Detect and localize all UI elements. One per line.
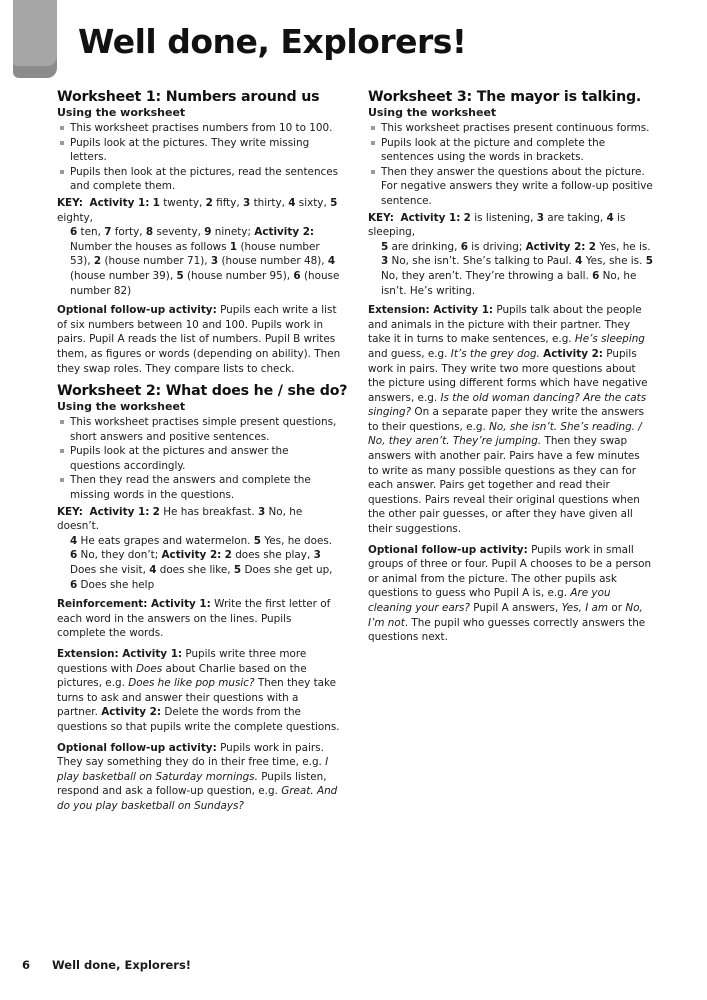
- worksheet-1-key: KEY: Activity 1: 1 twenty, 2 fifty, 3 thirty, 4 sixty, 5 eighty, 6 ten, 7 forty, 8 seventy, 9 ninety; Activity 2: Number the houses as follows 1 (house number 53), 2 (house number 71), 3 (house number 48), 4 (house number 39), 5 (house number 95), 6 (house number 82): [57, 196, 340, 297]
- list-item: Pupils then look at the pictures, read the sentences and complete them.: [57, 165, 342, 194]
- worksheet-2-section: [57, 382, 348, 813]
- worksheet-2-bullets: [57, 415, 342, 503]
- right-column: [368, 88, 653, 651]
- list-item: Pupils look at the pictures and answer the questions accordingly.: [57, 444, 342, 473]
- list-item: This worksheet practises simple present questions, short answers and positive sentences.: [57, 415, 342, 444]
- worksheet-3-optional: Optional follow-up activity: Pupils work in small groups of three or four. Pupil A chooses to be a person or animal from the picture. The other pupils ask questions to guess who Pupil A is, e.g. Are you cleaning your ears? Pupil A answers, Yes, I am or No, I’m not. The pupil who guesses correctly answers the questions next.: [368, 543, 652, 644]
- list-item: Then they read the answers and complete the missing words in the questions.: [57, 473, 342, 502]
- worksheet-3-bullets: [368, 121, 653, 209]
- list-item: Then they answer the questions about the picture. For negative answers they write a follow-up positive sentence.: [368, 165, 653, 209]
- worksheet-3-section: [368, 88, 653, 645]
- list-item: This worksheet practises numbers from 10 to 100.: [57, 121, 342, 136]
- page-footer: [22, 958, 191, 972]
- worksheet-3-heading: Worksheet 3: The mayor is talking.: [368, 89, 642, 105]
- worksheet-2-key: KEY: Activity 1: 2 He has breakfast. 3 No, he doesn’t. 4 He eats grapes and watermelon. 5 Yes, he does. 6 No, they don’t; Activity 2: 2 does she play, 3 Does she visit, 4 does she like, 5 Does she get up, 6 Does she help: [57, 505, 333, 591]
- worksheet-1-section: [57, 88, 342, 376]
- worksheet-1-bullets: [57, 121, 342, 194]
- worksheet-1-optional: Optional follow-up activity: Pupils each write a list of six numbers between 10 and 100. Pupils work in pairs. Pupil A reads the list of numbers. Pupil B writes them, as figures or words (depending on ability). Then they swap roles. They compare lists to check.: [57, 304, 341, 375]
- using-worksheet-label: Using the worksheet: [368, 106, 497, 119]
- page-title: Well done, Explorers!: [78, 22, 467, 61]
- list-item: Pupils look at the pictures. They write missing letters.: [57, 136, 342, 165]
- worksheet-3-extension: Extension: Activity 1: Pupils talk about the people and animals in the picture with their partner. They take it in turns to make sentences, e.g. He’s sleeping and guess, e.g. It’s the grey dog. Activity 2: Pupils work in pairs. They write two more questions about the picture using different forms which have negative answers, e.g. Is the old woman dancing? Are the cats singing? On a separate paper they write the answers to their questions, e.g. No, she isn’t. She’s reading. / No, they aren’t. They’re jumping. Then they swap answers with another pair. Pairs have a few minutes to write as many possible questions as they can for each answer. Pairs get together and read their questions. Pairs reveal their original questions when the other pair guesses, or after they have given all their suggestions.: [368, 304, 648, 536]
- list-item: This worksheet practises present continuous forms.: [368, 121, 653, 136]
- using-worksheet-label: Using the worksheet: [57, 400, 186, 414]
- worksheet-2-optional: Optional follow-up activity: Pupils work in pairs. They say something they do in their free time, e.g. I play basketball on Saturday mornings. Pupils listen, respond and ask a follow-up question, e.g. Great. And do you play basketball on Sundays?: [57, 741, 338, 812]
- worksheet-1-heading: Worksheet 1: Numbers around us: [57, 89, 320, 105]
- worksheet-3-key: KEY: Activity 1: 2 is listening, 3 are taking, 4 is sleeping, 5 are drinking, 6 is driving; Activity 2: 2 Yes, he is. 3 No, she isn’t. She’s talking to Paul. 4 Yes, she is. 5 No, they aren’t. They’re throwing a ball. 6 No, he isn’t. He’s writing.: [368, 211, 653, 297]
- left-column: [57, 88, 348, 820]
- worksheet-2-heading: Worksheet 2: What does he / she do?: [57, 383, 348, 400]
- page-number: 6: [22, 958, 31, 972]
- page-corner-tab: [13, 0, 57, 78]
- using-worksheet-label: Using the worksheet: [57, 106, 186, 119]
- worksheet-2-extension: Extension: Activity 1: Pupils write three more questions with Does about Charlie based on the pictures, e.g. Does he like pop music? Then they take turns to ask and answer their questions with a partner. Activity 2: Delete the words from the questions so that pupils write the complete questions.: [57, 648, 340, 733]
- worksheet-2-reinforcement: Reinforcement: Activity 1: Write the first letter of each word in the answers on the lines. Pupils complete the words.: [57, 598, 331, 640]
- list-item: Pupils look at the picture and complete the sentences using the words in brackets.: [368, 136, 653, 165]
- footer-title: Well done, Explorers!: [52, 958, 192, 972]
